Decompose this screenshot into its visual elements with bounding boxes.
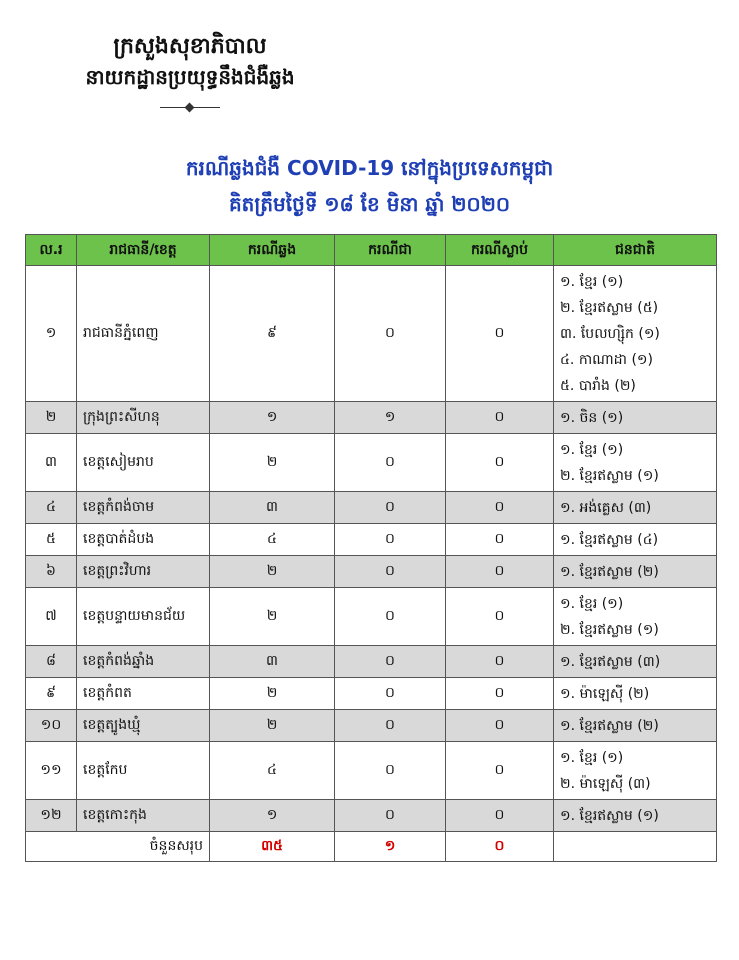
table-row xyxy=(26,524,717,556)
row-province: ខេត្តកំពង់ឆ្នាំង xyxy=(77,646,210,678)
col-header-cases: ករណីឆ្លង xyxy=(210,235,335,266)
row-nationalities xyxy=(554,678,717,710)
col-header-recovered: ករណីជា xyxy=(335,235,446,266)
letterhead xyxy=(40,30,340,112)
row-province: ខេត្តបន្ទាយមានជ័យ xyxy=(77,588,210,646)
row-deaths: ០ xyxy=(446,800,554,832)
row-nationalities xyxy=(554,556,717,588)
row-number: ១០ xyxy=(26,710,77,742)
table-row xyxy=(26,710,717,742)
total-cases: ៣៥ xyxy=(210,832,335,862)
row-recovered: ០ xyxy=(335,524,446,556)
row-deaths: ០ xyxy=(446,742,554,800)
nationality-entry: ៥. បារាំង (២) xyxy=(560,377,636,394)
row-recovered: ០ xyxy=(335,646,446,678)
row-province: ខេត្តសៀមរាប xyxy=(77,434,210,492)
row-cases: ៣ xyxy=(210,646,335,678)
total-recovered: ១ xyxy=(335,832,446,862)
row-province: រាជធានីភ្នំពេញ xyxy=(77,266,210,402)
row-nationalities xyxy=(554,742,717,800)
nationality-entry: ១. ខ្មែរ (១) xyxy=(560,441,624,458)
row-nationalities xyxy=(554,800,717,832)
row-recovered: ០ xyxy=(335,434,446,492)
row-cases: ៣ xyxy=(210,492,335,524)
row-nationalities xyxy=(554,588,717,646)
table-row xyxy=(26,492,717,524)
nationality-entry: ២. ម៉ាឡេស៊ី (៣) xyxy=(560,775,651,792)
row-province: ក្រុងព្រះសីហនុ xyxy=(77,402,210,434)
row-deaths: ០ xyxy=(446,710,554,742)
nationality-entry: ១. ខ្មែរឥស្លាម (២) xyxy=(560,563,659,580)
row-cases: ៩ xyxy=(210,266,335,402)
ornament-divider-icon xyxy=(160,104,220,112)
row-province: ខេត្តកោះកុង xyxy=(77,800,210,832)
table-header-row xyxy=(26,235,717,266)
nationality-entry: ៣. បែលហ្ស៊ិក (១) xyxy=(560,325,660,342)
table-row xyxy=(26,742,717,800)
row-province: ខេត្តកែប xyxy=(77,742,210,800)
nationality-entry: ១. ខ្មែរ (១) xyxy=(560,595,624,612)
table-row xyxy=(26,800,717,832)
row-nationalities xyxy=(554,646,717,678)
row-recovered: ០ xyxy=(335,588,446,646)
cases-table xyxy=(25,234,717,862)
row-deaths: ០ xyxy=(446,266,554,402)
row-province: ខេត្តត្បូងឃ្មុំ xyxy=(77,710,210,742)
col-header-number: ល.រ xyxy=(26,235,77,266)
row-recovered: ១ xyxy=(335,402,446,434)
row-deaths: ០ xyxy=(446,402,554,434)
row-deaths: ០ xyxy=(446,524,554,556)
row-nationalities xyxy=(554,266,717,402)
row-province: ខេត្តកំពង់ចាម xyxy=(77,492,210,524)
row-recovered: ០ xyxy=(335,710,446,742)
table-row xyxy=(26,434,717,492)
row-deaths: ០ xyxy=(446,588,554,646)
department-name: នាយកដ្ឋានប្រយុទ្ធនឹងជំងឺឆ្លង xyxy=(85,65,295,89)
row-province: ខេត្តព្រះវិហារ xyxy=(77,556,210,588)
row-number: ៩ xyxy=(26,678,77,710)
table-row xyxy=(26,588,717,646)
row-nationalities xyxy=(554,492,717,524)
col-header-nationality: ជនជាតិ xyxy=(554,235,717,266)
row-recovered: ០ xyxy=(335,742,446,800)
report-title: ករណីឆ្លងជំងឺ COVID-19 នៅក្នុងប្រទេសកម្ពុជា xyxy=(185,156,554,180)
row-cases: ៤ xyxy=(210,524,335,556)
row-recovered: ០ xyxy=(335,678,446,710)
nationality-entry: ១. ខ្មែរឥស្លាម (៤) xyxy=(560,531,659,548)
table-row xyxy=(26,402,717,434)
row-cases: ២ xyxy=(210,556,335,588)
row-number: ៦ xyxy=(26,556,77,588)
row-province: ខេត្តបាត់ដំបង xyxy=(77,524,210,556)
row-number: ៨ xyxy=(26,646,77,678)
row-deaths: ០ xyxy=(446,434,554,492)
table-row xyxy=(26,678,717,710)
nationality-entry: ១. ចិន (១) xyxy=(560,409,624,426)
col-header-province: រាជធានី/ខេត្ត xyxy=(77,235,210,266)
nationality-entry: ១. ខ្មែរឥស្លាម (៣) xyxy=(560,653,661,670)
nationality-entry: ២. ខ្មែរឥស្លាម (៥) xyxy=(560,299,659,316)
row-number: ៣ xyxy=(26,434,77,492)
table-row xyxy=(26,266,717,402)
row-cases: ២ xyxy=(210,710,335,742)
row-cases: ១ xyxy=(210,800,335,832)
nationality-entry: ១. ខ្មែរឥស្លាម (១) xyxy=(560,807,659,824)
row-cases: ២ xyxy=(210,678,335,710)
col-header-deaths: ករណីស្លាប់ xyxy=(446,235,554,266)
row-deaths: ០ xyxy=(446,556,554,588)
nationality-entry: ២. ខ្មែរឥស្លាម (១) xyxy=(560,621,659,638)
nationality-entry: ១. ខ្មែរឥស្លាម (២) xyxy=(560,717,659,734)
row-deaths: ០ xyxy=(446,492,554,524)
row-deaths: ០ xyxy=(446,678,554,710)
row-nationalities xyxy=(554,524,717,556)
ministry-name: ក្រសួងសុខាភិបាល xyxy=(113,33,267,59)
total-row xyxy=(26,832,717,862)
row-nationalities xyxy=(554,710,717,742)
row-province: ខេត្តកំពត xyxy=(77,678,210,710)
row-recovered: ០ xyxy=(335,800,446,832)
row-cases: ២ xyxy=(210,434,335,492)
table-row xyxy=(26,646,717,678)
row-nationalities xyxy=(554,402,717,434)
row-deaths: ០ xyxy=(446,646,554,678)
nationality-entry: ១. អង់គ្លេស (៣) xyxy=(560,499,652,516)
row-cases: ២ xyxy=(210,588,335,646)
nationality-entry: ១. ខ្មែរ (១) xyxy=(560,273,624,290)
row-number: ១១ xyxy=(26,742,77,800)
nationality-entry: ៤. កាណាដា (១) xyxy=(560,351,653,368)
row-cases: ៤ xyxy=(210,742,335,800)
row-number: ២ xyxy=(26,402,77,434)
row-number: ១ xyxy=(26,266,77,402)
row-number: ៧ xyxy=(26,588,77,646)
row-recovered: ០ xyxy=(335,492,446,524)
report-date: គិតត្រឹមថ្ងៃទី ១៨ ខែ មិនា ឆ្នាំ ២០២០ xyxy=(228,192,510,216)
row-cases: ១ xyxy=(210,402,335,434)
row-number: ៥ xyxy=(26,524,77,556)
total-nationality-empty xyxy=(554,832,717,862)
row-number: ១២ xyxy=(26,800,77,832)
nationality-entry: ២. ខ្មែរឥស្លាម (១) xyxy=(560,467,659,484)
total-label: ចំនួនសរុប xyxy=(26,832,210,862)
row-recovered: ០ xyxy=(335,556,446,588)
row-number: ៤ xyxy=(26,492,77,524)
total-deaths: ០ xyxy=(446,832,554,862)
row-recovered: ០ xyxy=(335,266,446,402)
table-row xyxy=(26,556,717,588)
row-nationalities xyxy=(554,434,717,492)
nationality-entry: ១. ម៉ាឡេស៊ី (២) xyxy=(560,685,650,702)
nationality-entry: ១. ខ្មែរ (១) xyxy=(560,749,624,766)
